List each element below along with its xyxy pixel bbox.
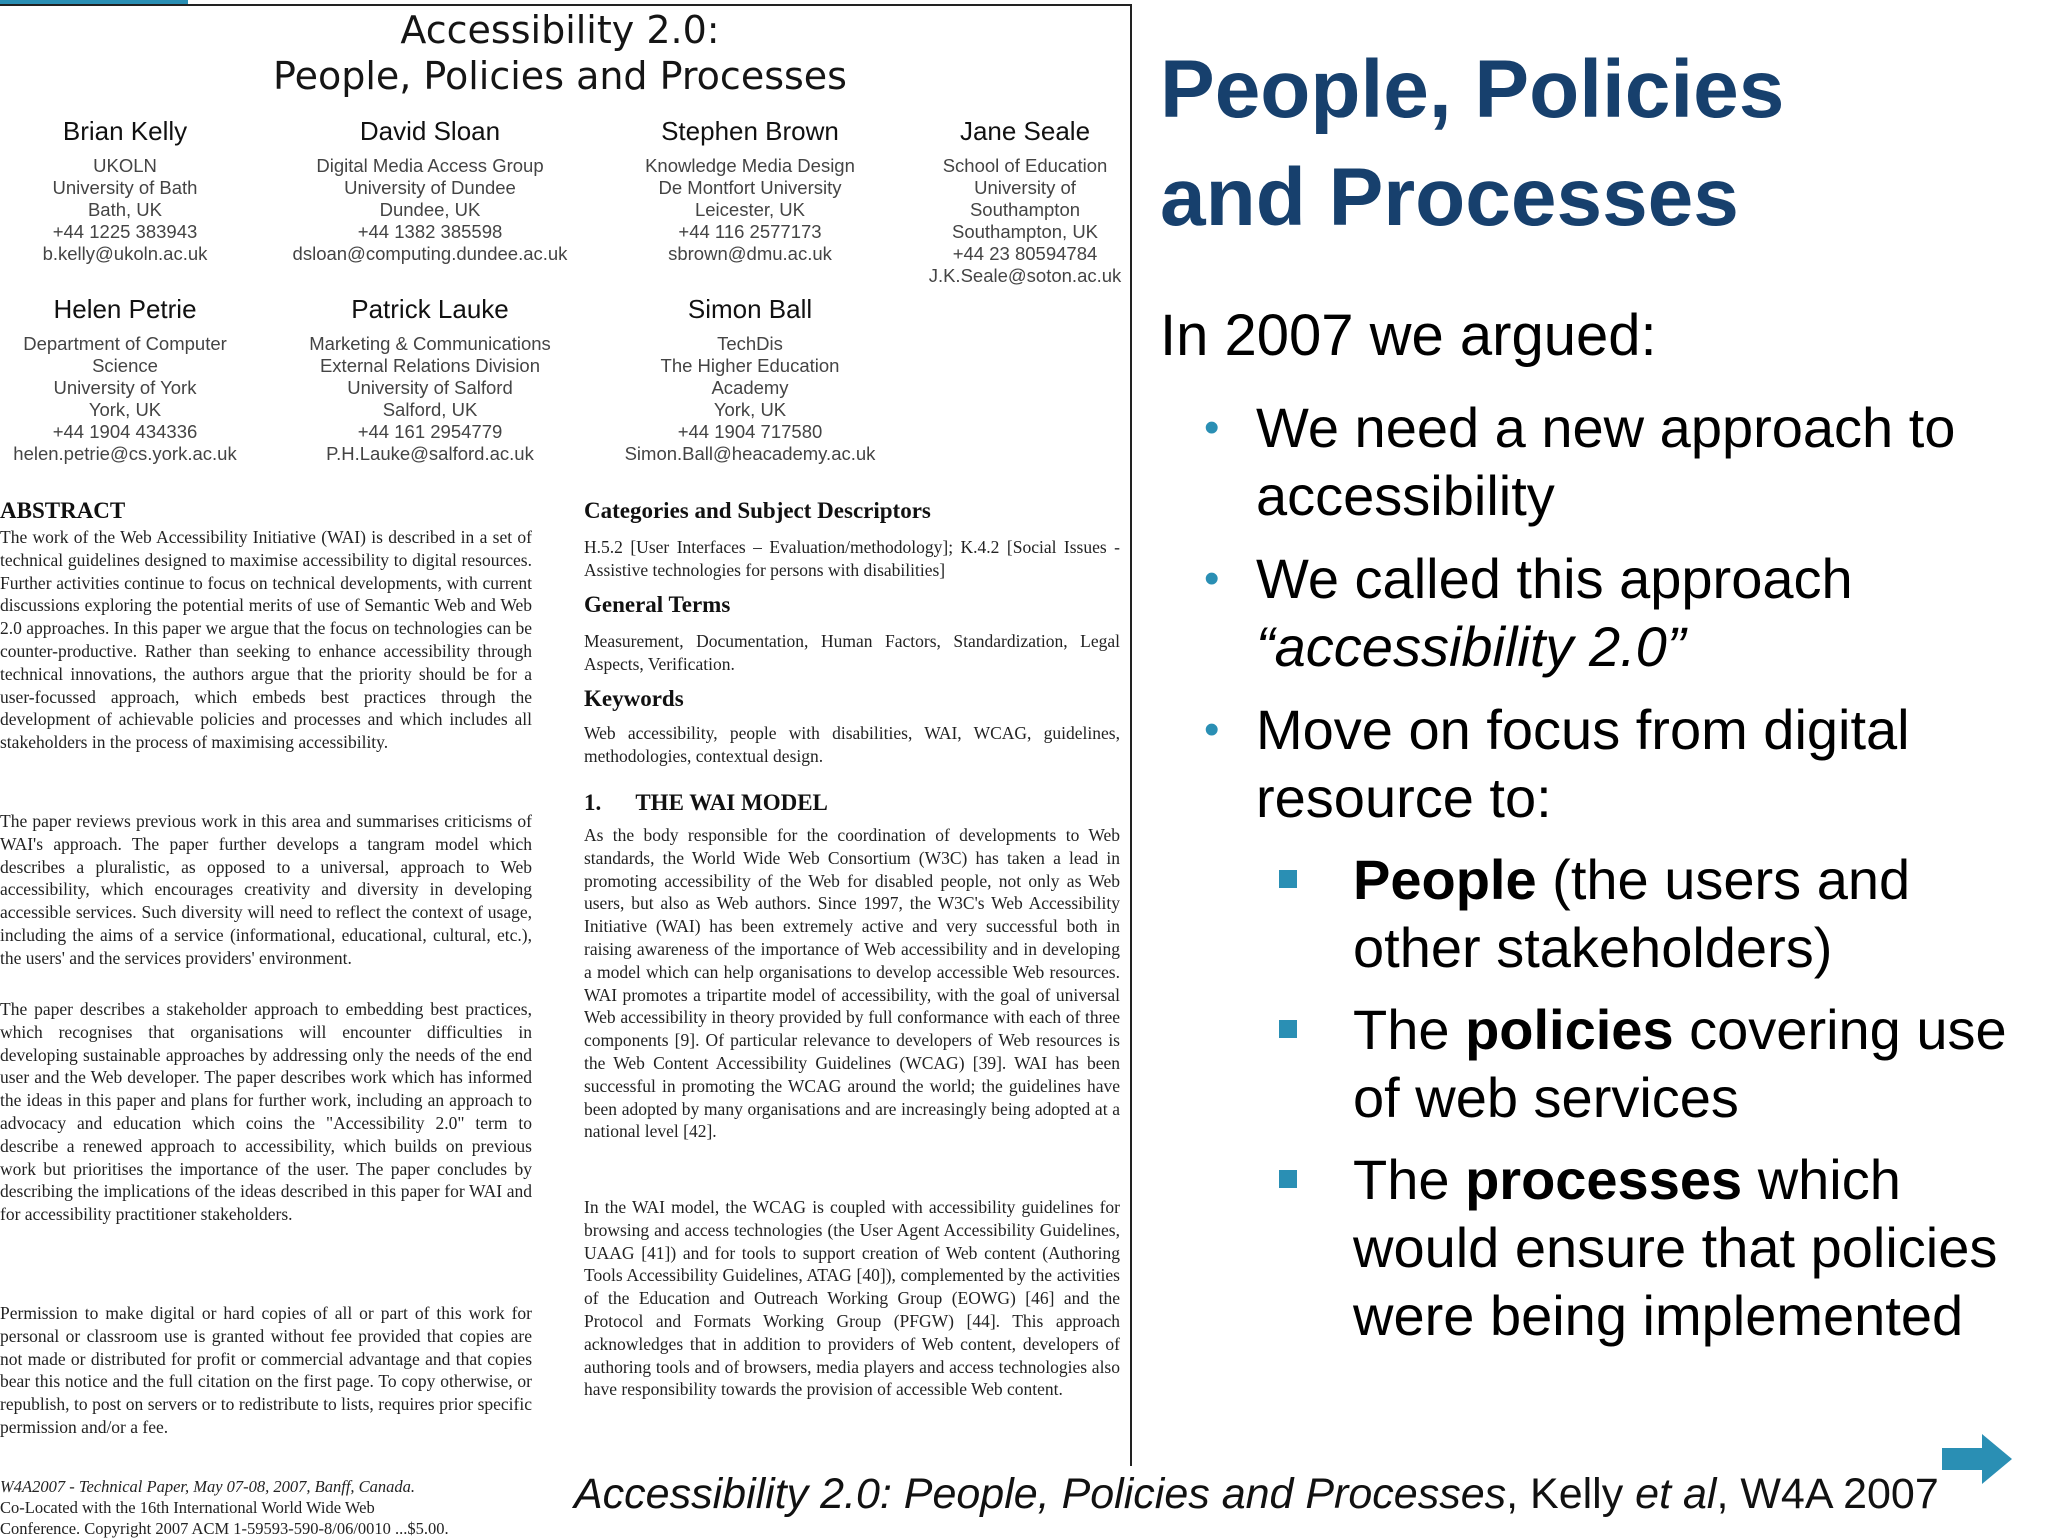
- author-name: Stephen Brown: [661, 116, 839, 146]
- square-bullet-icon: [1279, 1020, 1297, 1038]
- author-line: University of York: [53, 377, 197, 398]
- author-name: Helen Petrie: [53, 294, 197, 324]
- abstract-paragraph: The work of the Web Accessibility Initiative (WAI) is described in a set of technical guidelines designed to maximise accessibility to digital resources. Further activities continue to focus on technical developments, with current discussions exploring the potential merits of use of Semantic Web and Web 2.0 approaches. In this paper we argue that the focus on technologies can be counter-productive. Rather than seeking to enhance accessibility through technical innovations, the authors argue that the priority should be for a user-focussed approach, which embeds best practices through the development of achievable policies and processes and which includes all stakeholders in the process of maximising accessibility.: [0, 527, 532, 753]
- author-block: [20, 116, 230, 265]
- bullet-item: [1204, 394, 2016, 530]
- author-line: UKOLN: [93, 155, 157, 176]
- author-line: dsloan@computing.dundee.ac.uk: [292, 243, 568, 264]
- caption-text: , Kelly: [1506, 1470, 1636, 1518]
- author-line: +44 1225 383943: [52, 221, 198, 242]
- slide-title-line: and Processes: [1160, 152, 1739, 243]
- sub-bullet-item: [1353, 996, 2013, 1132]
- author-line: York, UK: [713, 399, 787, 420]
- bullet-dot-icon: •: [1204, 705, 1220, 754]
- footer-line: Conference. Copyright 2007 ACM 1-59593-590-8/06/0010 ...$5.00.: [0, 1519, 449, 1538]
- author-line: Bath, UK: [87, 199, 163, 220]
- keywords-heading: Keywords: [584, 686, 684, 711]
- author-line: Digital Media Access Group: [316, 155, 544, 176]
- categories-text: H.5.2 [User Interfaces – Evaluation/methodology]; K.4.2 [Social Issues - Assistive technologies for persons with disabilities]: [584, 537, 1120, 580]
- caption-text: , W4A 2007: [1716, 1470, 1939, 1518]
- square-bullet-icon: [1279, 870, 1297, 888]
- author-name: David Sloan: [359, 116, 501, 146]
- bullet-text: Move on focus from digital resource to:: [1256, 698, 1910, 829]
- author-line: University of: [974, 177, 1076, 198]
- section-paragraph: In the WAI model, the WCAG is coupled with accessibility guidelines for browsing and access technologies (the User Agent Accessibility Guidelines, UAAG [41]) and for tools to support creation of Web content (Authoring Tools Accessibility Guidelines, ATAG [40]), complemented by the activities of the Education and Outreach Working Group (EOWG) [46] and the Protocol and Formats Working Group (PFGW) [44]. This approach acknowledges that in addition to providers of Web content, developers of authoring tools and of browsers, media players and access technologies also have responsibility towards the provision of accessible Web content.: [584, 1197, 1120, 1400]
- bullet-text: We called this approach: [1256, 547, 1853, 610]
- sub-bullet-item: [1353, 846, 2013, 982]
- bullet-text-italic: “accessibility 2.0”: [1256, 615, 1686, 678]
- author-line: Southampton, UK: [951, 221, 1099, 242]
- author-line: P.H.Lauke@salford.ac.uk: [326, 443, 534, 464]
- general-terms-heading: General Terms: [584, 592, 731, 617]
- paper-title-line1: Accessibility 2.0:: [400, 8, 720, 52]
- paper-title-line2: People, Policies and Processes: [273, 54, 847, 98]
- author-line: +44 1904 434336: [52, 421, 198, 442]
- author-line: Science: [92, 355, 158, 376]
- author-line: Academy: [711, 377, 789, 398]
- author-block: [620, 116, 880, 265]
- author-line: Department of Computer: [23, 333, 227, 354]
- sub-bullet-bold: processes: [1465, 1148, 1743, 1211]
- sub-bullet-text: (the users and other stakeholders): [1353, 848, 1911, 979]
- author-line: TechDis: [717, 333, 783, 354]
- author-block: [5, 294, 245, 465]
- abstract-paragraph: The paper describes a stakeholder approach to embedding best practices, which recognises that organisations will encounter difficulties in developing sustainable approaches by addressing only the needs of the end user and the Web developer. The paper describes work which has informed the ideas in this paper and plans for further work, including an approach to advocacy and education which coins the "Accessibility 2.0" term to describe a renewed approach to accessibility, which builds on previous work but prioritises the importance of the user. The paper concludes by describing the implications of the ideas described in this paper for WAI and for accessibility practitioner stakeholders.: [0, 999, 532, 1225]
- sub-bullet-bold: policies: [1465, 998, 1674, 1061]
- author-block: [280, 116, 580, 265]
- author-line: +44 161 2954779: [357, 421, 503, 442]
- sub-bullet-bold: People: [1353, 848, 1537, 911]
- author-name: Jane Seale: [959, 116, 1091, 146]
- sub-bullet-item: [1353, 1146, 2013, 1350]
- author-line: De Montfort University: [658, 177, 842, 198]
- sub-bullet-text: covering use of web services: [1353, 998, 2007, 1129]
- author-line: b.kelly@ukoln.ac.uk: [42, 243, 208, 264]
- slide-title: [1160, 36, 2040, 252]
- author-block: [610, 294, 890, 465]
- author-line: University of Salford: [347, 377, 513, 398]
- next-arrow-icon[interactable]: [1942, 1434, 2014, 1484]
- conference-footer: [0, 1476, 532, 1539]
- author-line: Marketing & Communications: [309, 333, 551, 354]
- author-line: Salford, UK: [382, 399, 478, 420]
- general-terms-text: Measurement, Documentation, Human Factors, Standardization, Legal Aspects, Verification.: [584, 631, 1120, 674]
- author-line: School of Education: [942, 155, 1108, 176]
- abstract-heading: ABSTRACT: [0, 498, 126, 523]
- author-line: Knowledge Media Design: [645, 155, 855, 176]
- author-line: University of Dundee: [344, 177, 516, 198]
- caption-title: Accessibility 2.0: People, Policies and Processes: [574, 1470, 1507, 1518]
- footer-line: W4A2007 - Technical Paper, May 07-08, 2007, Banff, Canada.: [0, 1477, 416, 1496]
- paper-scan: [0, 4, 1132, 1538]
- author-line: +44 23 80594784: [952, 243, 1098, 264]
- sub-bullet-text: which would ensure that policies were being implemented: [1353, 1148, 1998, 1347]
- author-line: J.K.Seale@soton.ac.uk: [928, 265, 1122, 286]
- author-block: [920, 116, 1130, 287]
- footer-line: Co-Located with the 16th International World Wide Web: [0, 1498, 375, 1517]
- author-block: [290, 294, 570, 465]
- author-line: +44 1382 385598: [357, 221, 503, 242]
- author-line: University of Bath: [52, 177, 198, 198]
- keywords-text: Web accessibility, people with disabilities, WAI, WCAG, guidelines, methodologies, contextual design.: [584, 723, 1120, 766]
- bullet-text: We need a new approach to accessibility: [1256, 396, 1956, 527]
- citation-caption: [574, 1470, 1939, 1519]
- section-paragraph: As the body responsible for the coordination of developments to Web standards, the World Wide Web Consortium (W3C) has taken a lead in promoting accessibility of the Web for disabled people, not only as Web users, but also as Web authors. Since 1997, the W3C's Web Accessibility Initiative (WAI) has been extremely active and very successful both in raising awareness of the importance of Web accessibility and in developing a model which can help organisations to develop accessible Web resources. WAI promotes a tripartite model of accessibility, with the goal of universal Web accessibility in theory provided by full conformance with each of three components [9]. Of particular relevance to developers of Web resources is the Web Content Accessibility Guidelines (WCAG) [39]. WAI has been successful in promoting the WCAG around the world; the guidelines have been adopted by many organisations and are increasingly being adopted at a national level [42].: [584, 825, 1120, 1142]
- author-line: sbrown@dmu.ac.uk: [668, 243, 832, 264]
- author-line: York, UK: [88, 399, 162, 420]
- author-line: Dundee, UK: [379, 199, 481, 220]
- section-heading: 1. THE WAI MODEL: [584, 790, 828, 815]
- author-name: Simon Ball: [687, 294, 813, 324]
- bullet-item: [1204, 545, 2016, 681]
- bullet-dot-icon: •: [1204, 554, 1220, 603]
- square-bullet-icon: [1279, 1170, 1297, 1188]
- bullet-dot-icon: •: [1204, 403, 1220, 452]
- abstract-paragraph: The paper reviews previous work in this area and summarises criticisms of WAI's approach. The paper further develops a tangram model which describes a pluralistic, as opposed to a universal, approach to Web accessibility, which encourages creativity and diversity in developing accessible services. Such diversity will need to reflect the context of usage, including the aims of a service (informational, educational, cultural, etc.), the users' and the services providers' environment.: [0, 811, 532, 968]
- caption-etal: et al: [1635, 1470, 1717, 1518]
- slide-title-line: People, Policies: [1160, 44, 1785, 135]
- categories-heading: Categories and Subject Descriptors: [584, 498, 931, 523]
- author-name: Patrick Lauke: [351, 294, 509, 324]
- author-line: helen.petrie@cs.york.ac.uk: [13, 443, 237, 464]
- sub-bullet-text: The: [1353, 1148, 1466, 1211]
- author-line: The Higher Education: [660, 355, 840, 376]
- author-line: External Relations Division: [319, 355, 541, 376]
- author-line: Southampton: [969, 199, 1081, 220]
- author-line: Simon.Ball@heacademy.ac.uk: [624, 443, 876, 464]
- author-line: +44 116 2577173: [678, 221, 822, 242]
- author-line: Leicester, UK: [694, 199, 806, 220]
- permission-notice: Permission to make digital or hard copies of all or part of this work for personal or classroom use is granted without fee provided that copies are not made or distributed for profit or commercial advantage and that copies bear this notice and the full citation on the first page. To copy otherwise, or republish, to post on servers or to redistribute to lists, requires prior specific permission and/or a fee.: [0, 1303, 532, 1437]
- bullet-item: [1204, 696, 2036, 832]
- sub-bullet-text: The: [1353, 998, 1466, 1061]
- author-line: +44 1904 717580: [677, 421, 823, 442]
- author-name: Brian Kelly: [62, 116, 188, 146]
- intro-text: In 2007 we argued:: [1160, 303, 1657, 368]
